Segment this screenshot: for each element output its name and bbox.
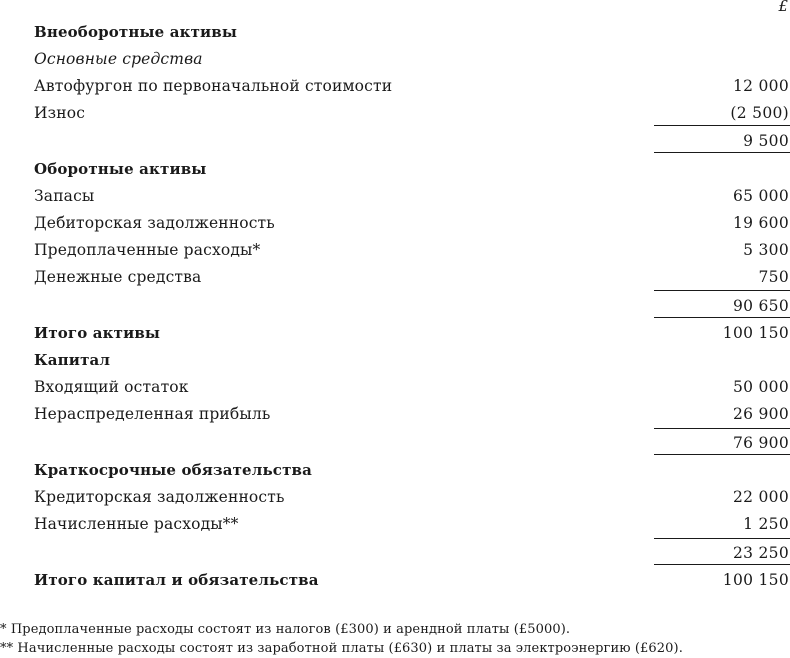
subtotal-row [0, 128, 790, 155]
subtotal-row [0, 430, 790, 457]
capital-subtotal: 76 900 [732, 434, 789, 452]
table-row [0, 210, 790, 237]
table-row [0, 100, 790, 127]
row-value: 22 000 [732, 488, 789, 506]
noncurrent-heading: Внеоборотные активы [34, 23, 238, 41]
table-row [0, 374, 790, 401]
subtotal-rule [654, 317, 790, 318]
subtotal-row [0, 293, 790, 320]
row-label: Износ [34, 104, 86, 122]
fixed-assets-subheading: Основные средства [34, 50, 203, 68]
table-row [0, 401, 790, 428]
total-equity-liabilities-label: Итого капитал и обязательства [34, 571, 319, 589]
subtotal-rule [654, 454, 790, 455]
current-heading-row [0, 156, 790, 183]
table-row [0, 484, 790, 511]
total-assets-label: Итого активы [34, 324, 161, 342]
row-value: 5 300 [743, 241, 789, 259]
row-label: Предоплаченные расходы* [34, 241, 261, 259]
table-row [0, 237, 790, 264]
row-label: Входящий остаток [34, 378, 189, 396]
capital-heading-row [0, 347, 790, 374]
row-label: Денежные средства [34, 268, 202, 286]
table-row [0, 73, 790, 100]
footnote-prepaid: * Предоплаченные расходы состоят из налогов (£300) и арендной платы (£5000). [0, 622, 571, 637]
subtotal-rule [654, 290, 790, 291]
liabilities-heading-row [0, 457, 790, 484]
total-assets-row [0, 320, 790, 347]
row-label: Нераспределенная прибыль [34, 405, 271, 423]
table-row [0, 183, 790, 210]
subtotal-rule [654, 538, 790, 539]
liabilities-subtotal: 23 250 [732, 544, 789, 562]
noncurrent-subtotal: 9 500 [743, 132, 789, 150]
row-label: Кредиторская задолженность [34, 488, 285, 506]
row-label: Автофургон по первоначальной стоимости [34, 77, 393, 95]
row-value: (2 500) [730, 104, 789, 122]
capital-heading: Капитал [34, 351, 111, 369]
currency-symbol: £ [778, 0, 788, 15]
subtotal-rule [654, 428, 790, 429]
fixed-assets-subheading-row [0, 46, 790, 73]
row-value: 26 900 [732, 405, 789, 423]
liabilities-heading: Краткосрочные обязательства [34, 461, 312, 479]
row-value: 750 [758, 268, 789, 286]
row-value: 1 250 [743, 515, 789, 533]
subtotal-rule [654, 125, 790, 126]
subtotal-row [0, 540, 790, 567]
row-value: 12 000 [732, 77, 789, 95]
table-row [0, 264, 790, 291]
subtotal-rule [654, 152, 790, 153]
row-value: 65 000 [732, 187, 789, 205]
footnote-accrued: ** Начисленные расходы состоят из заработной платы (£630) и платы за электроэнергию (£620). [0, 641, 683, 656]
row-label: Начисленные расходы** [34, 515, 239, 533]
row-value: 19 600 [732, 214, 789, 232]
row-label: Дебиторская задолженность [34, 214, 275, 232]
total-assets-value: 100 150 [722, 324, 789, 342]
noncurrent-heading-row [0, 19, 790, 46]
current-heading: Оборотные активы [34, 160, 207, 178]
total-equity-liabilities-value: 100 150 [722, 571, 789, 589]
table-row [0, 511, 790, 538]
row-label: Запасы [34, 187, 95, 205]
current-subtotal: 90 650 [732, 297, 789, 315]
subtotal-rule [654, 564, 790, 565]
total-equity-liabilities-row [0, 567, 790, 594]
row-value: 50 000 [732, 378, 789, 396]
